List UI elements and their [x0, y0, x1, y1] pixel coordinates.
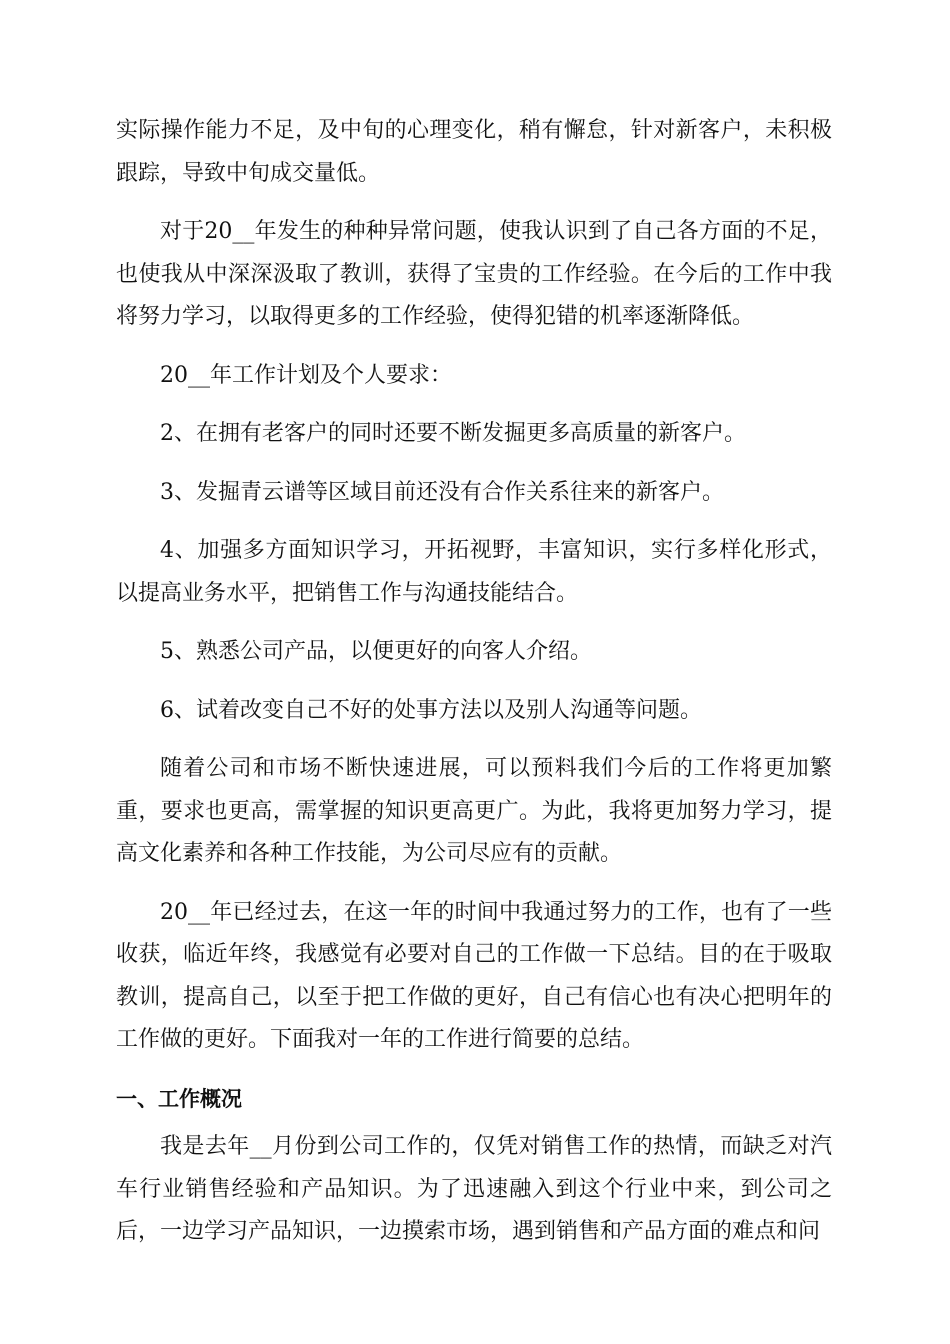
paragraph-outlook: 随着公司和市场不断快速进展，可以预料我们今后的工作将更加繁重，要求也更高，需掌握的知识更高更广。为此，我将更加努力学习，提高文化素养和各种工作技能，为公司尽应有的贡献。 [116, 756, 832, 866]
paragraph-work-overview: 我是去年__月份到公司工作的，仅凭对销售工作的热情，而缺乏对汽车行业销售经验和产品知识。为了迅速融入到这个行业中来，到公司之后，一边学习产品知识，一边摸索市场，遇到销售和产品方面的难点和问 [116, 1134, 832, 1244]
paragraph-continuation: 实际操作能力不足，及中旬的心理变化，稍有懈怠，针对新客户，未积极跟踪，导致中旬成交量低。 [116, 118, 832, 186]
plan-item-4: 4、加强多方面知识学习，开拓视野，丰富知识，实行多样化形式，以提高业务水平，把销售工作与沟通技能结合。 [116, 538, 832, 606]
plan-item-5: 5、熟悉公司产品，以便更好的向客人介绍。 [160, 639, 592, 664]
plan-item-2: 2、在拥有老客户的同时还要不断发掘更多高质量的新客户。 [160, 421, 746, 446]
paragraph-lessons: 对于20__年发生的种种异常问题，使我认识到了自己各方面的不足，也使我从中深深汲取了教训，获得了宝贵的工作经验。在今后的工作中我将努力学习，以取得更多的工作经验，使得犯错的机率逐渐降低。 [116, 219, 832, 329]
plan-item-6: 6、试着改变自己不好的处事方法以及别人沟通等问题。 [160, 697, 702, 723]
section-heading-work-overview: 一、工作概况 [116, 1086, 242, 1111]
plan-item-3: 3、发掘青云谱等区域目前还没有合作关系往来的新客户。 [160, 479, 724, 505]
paragraph-plan-title: 20__年工作计划及个人要求： [160, 362, 452, 388]
paragraph-year-summary-intro: 20__年已经过去，在这一年的时间中我通过努力的工作，也有了一些收获，临近年终，我感觉有必要对自己的工作做一下总结。目的在于吸取教训，提高自己，以至于把工作做的更好，自己有信心也有决心把明年的工作做的更好。下面我对一年的工作进行简要的总结。 [116, 899, 832, 1052]
